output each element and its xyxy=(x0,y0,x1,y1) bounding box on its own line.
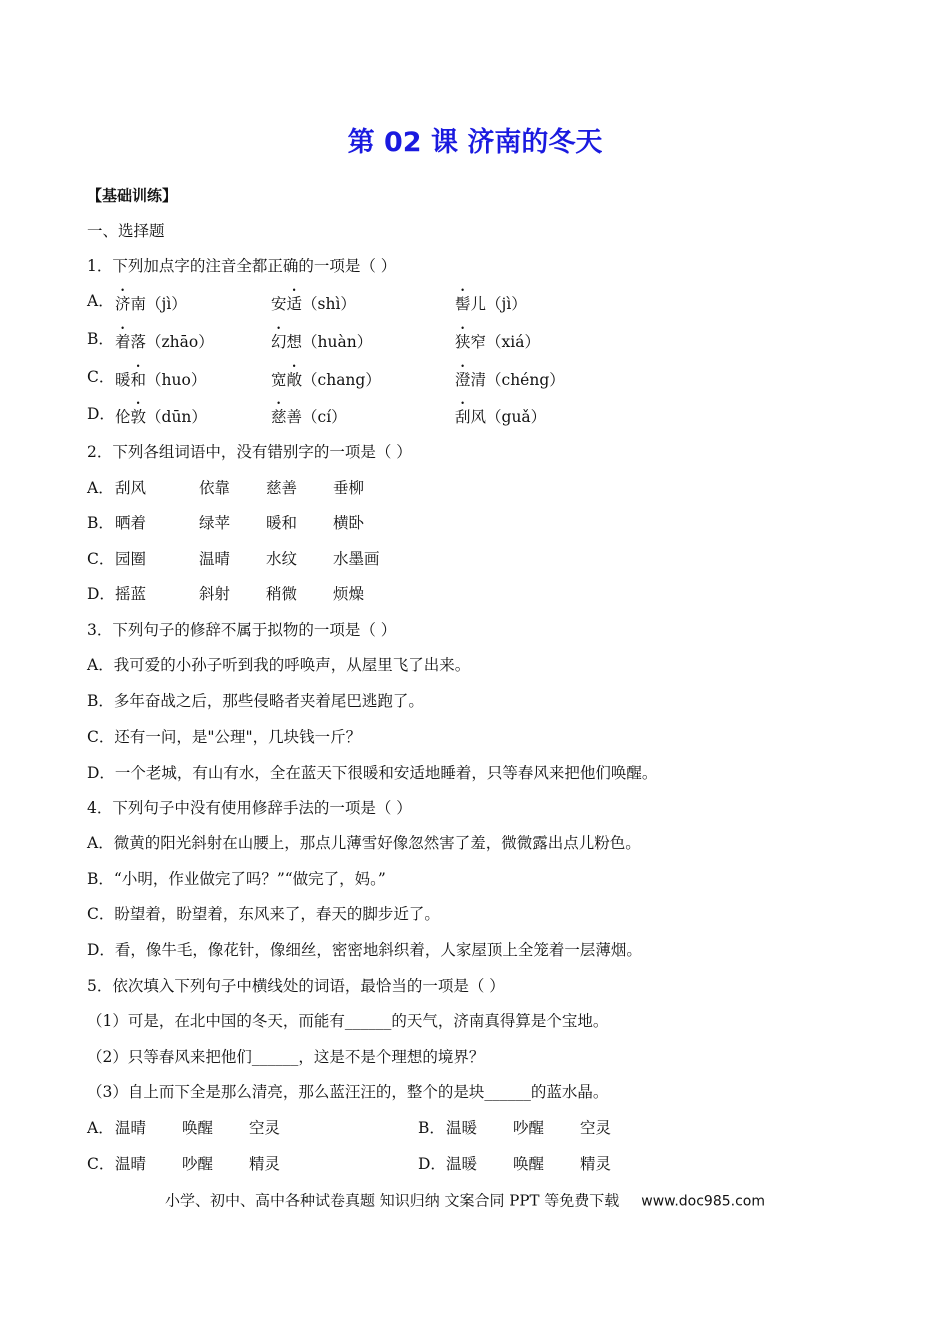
q3-option: D．一个老城，有山有水，全在蓝天下很暖和安适地睡着，只等春风来把他们唤醒。 xyxy=(87,764,658,782)
q2-word: 慈善 xyxy=(266,479,298,497)
dotted-char: 和 xyxy=(130,371,147,389)
q1-option-label: D． xyxy=(87,405,115,423)
item-text: 窄（xiá） xyxy=(470,333,540,351)
dotted-char: 敞 xyxy=(286,371,303,389)
q1-option-item xyxy=(455,324,540,352)
part-heading: 一、选择题 xyxy=(87,222,165,240)
q1-option-item xyxy=(455,399,546,427)
q3-stem: 3．下列句子的修辞不属于拟物的一项是（ ） xyxy=(87,621,397,639)
dotted-char: 髻 xyxy=(455,295,471,313)
item-text: 暖 xyxy=(115,371,131,389)
dotted-char: 适 xyxy=(286,295,303,313)
q2-word: 水纹 xyxy=(266,550,298,568)
q2-word: 刮风 xyxy=(115,479,147,497)
q5-word: 吵醒 xyxy=(513,1119,545,1137)
q5-word: 精灵 xyxy=(249,1155,281,1173)
q2-word: 绿苹 xyxy=(199,514,231,532)
q1-stem: 1．下列加点字的注音全都正确的一项是（ ） xyxy=(87,257,397,275)
q5-word: 温暖 xyxy=(446,1155,478,1173)
q2-word: 晒着 xyxy=(115,514,147,532)
q1-option-label: C． xyxy=(87,368,115,386)
dotted-char: 敦 xyxy=(130,408,147,426)
q5-word: 精灵 xyxy=(580,1155,612,1173)
q2-word: 斜射 xyxy=(199,585,231,603)
q2-word: 依靠 xyxy=(199,479,231,497)
q5-word: 空灵 xyxy=(249,1119,281,1137)
item-text: 想（huàn） xyxy=(286,333,373,351)
q1-option-item xyxy=(115,399,207,427)
q2-word: 烦燥 xyxy=(333,585,365,603)
q1-option-item xyxy=(271,399,347,427)
dotted-char: 幻 xyxy=(271,333,287,351)
q4-option: A．微黄的阳光斜射在山腰上，那点儿薄雪好像忽然害了羞，微微露出点儿粉色。 xyxy=(87,834,641,852)
dotted-char: 济 xyxy=(115,295,131,313)
item-text: （huo） xyxy=(146,371,207,389)
item-text: 落（zhāo） xyxy=(130,333,214,351)
q1-option-item xyxy=(271,286,356,314)
q2-option-label: B． xyxy=(87,514,114,532)
q5-word: 吵醒 xyxy=(182,1155,214,1173)
item-text: 清（chéng） xyxy=(470,371,565,389)
footer-text: 小学、初中、高中各种试卷真题 知识归纳 文案合同 PPT 等免费下载 xyxy=(165,1191,620,1210)
q1-option-item xyxy=(271,324,372,352)
q2-word: 横卧 xyxy=(333,514,365,532)
q5-option-label: C． xyxy=(87,1155,115,1173)
q2-word: 暖和 xyxy=(266,514,298,532)
q5-word: 空灵 xyxy=(580,1119,612,1137)
item-text: 宽 xyxy=(271,371,287,389)
item-text: 伦 xyxy=(115,408,131,426)
q5-option-label: A． xyxy=(87,1119,114,1137)
q2-option-label: C． xyxy=(87,550,115,568)
q2-word: 稍微 xyxy=(266,585,298,603)
q3-option: A．我可爱的小孙子听到我的呼唤声，从屋里飞了出来。 xyxy=(87,656,471,674)
q3-option: C．还有一问，是"公理"，几块钱一斤？ xyxy=(87,728,362,746)
q2-word: 摇蓝 xyxy=(115,585,147,603)
item-text: 儿（jì） xyxy=(470,295,527,313)
q2-word: 温晴 xyxy=(199,550,231,568)
dotted-char: 着 xyxy=(115,333,131,351)
q2-word: 园圈 xyxy=(115,550,147,568)
q1-option-item xyxy=(271,362,381,390)
q1-option-item xyxy=(115,286,187,314)
q5-sentence: （3）自上而下全是那么清亮，那么蓝汪汪的，整个的是块______的蓝水晶。 xyxy=(87,1083,609,1101)
q4-option: D．看，像牛毛，像花针，像细丝，密密地斜织着，人家屋顶上全笼着一层薄烟。 xyxy=(87,941,642,959)
q5-option-label: B． xyxy=(418,1119,445,1137)
q5-word: 温晴 xyxy=(115,1155,147,1173)
q2-word: 水墨画 xyxy=(333,550,380,568)
item-text: 南（jì） xyxy=(130,295,187,313)
q1-option-item xyxy=(455,286,527,314)
dotted-char: 刮 xyxy=(455,408,471,426)
q1-option-label: A． xyxy=(87,292,114,310)
item-text: 风（guǎ） xyxy=(470,408,547,426)
q5-option-label: D． xyxy=(418,1155,446,1173)
page-title: 第 02 课 济南的冬天 xyxy=(347,127,603,158)
section-heading: 【基础训练】 xyxy=(87,186,178,205)
footer-url[interactable]: www.doc985.com xyxy=(641,1193,766,1210)
q3-option: B．多年奋战之后，那些侵略者夹着尾巴逃跑了。 xyxy=(87,692,424,710)
q1-option-item xyxy=(115,324,214,352)
q1-option-label: B． xyxy=(87,330,114,348)
q1-option-item xyxy=(455,362,565,390)
item-text: （chang） xyxy=(302,371,381,389)
q2-word: 垂柳 xyxy=(333,479,365,497)
q2-option-label: A． xyxy=(87,479,114,497)
dotted-char: 慈 xyxy=(271,408,287,426)
q5-sentence: （1）可是，在北中国的冬天，而能有______的天气，济南真得算是个宝地。 xyxy=(87,1012,609,1030)
item-text: 安 xyxy=(271,295,287,313)
dotted-char: 澄 xyxy=(455,371,471,389)
q5-word: 唤醒 xyxy=(182,1119,214,1137)
q2-stem: 2．下列各组词语中，没有错别字的一项是（ ） xyxy=(87,443,412,461)
q5-word: 温晴 xyxy=(115,1119,147,1137)
dotted-char: 狭 xyxy=(455,333,471,351)
item-text: （shì） xyxy=(302,295,356,313)
q4-option: B．“小明，作业做完了吗？”“做完了，妈。” xyxy=(87,870,386,888)
item-text: 善（cí） xyxy=(286,408,347,426)
q5-word: 温暖 xyxy=(446,1119,478,1137)
q2-option-label: D． xyxy=(87,585,115,603)
q5-sentence: （2）只等春风来把他们______，这是不是个理想的境界？ xyxy=(87,1048,485,1066)
footer xyxy=(165,1190,765,1211)
item-text: （dūn） xyxy=(146,408,207,426)
q5-word: 唤醒 xyxy=(513,1155,545,1173)
q4-option: C．盼望着，盼望着，东风来了，春天的脚步近了。 xyxy=(87,905,440,923)
q1-option-item xyxy=(115,362,206,390)
q5-stem: 5．依次填入下列句子中横线处的词语，最恰当的一项是（ ） xyxy=(87,977,505,995)
q4-stem: 4．下列句子中没有使用修辞手法的一项是（ ） xyxy=(87,799,412,817)
